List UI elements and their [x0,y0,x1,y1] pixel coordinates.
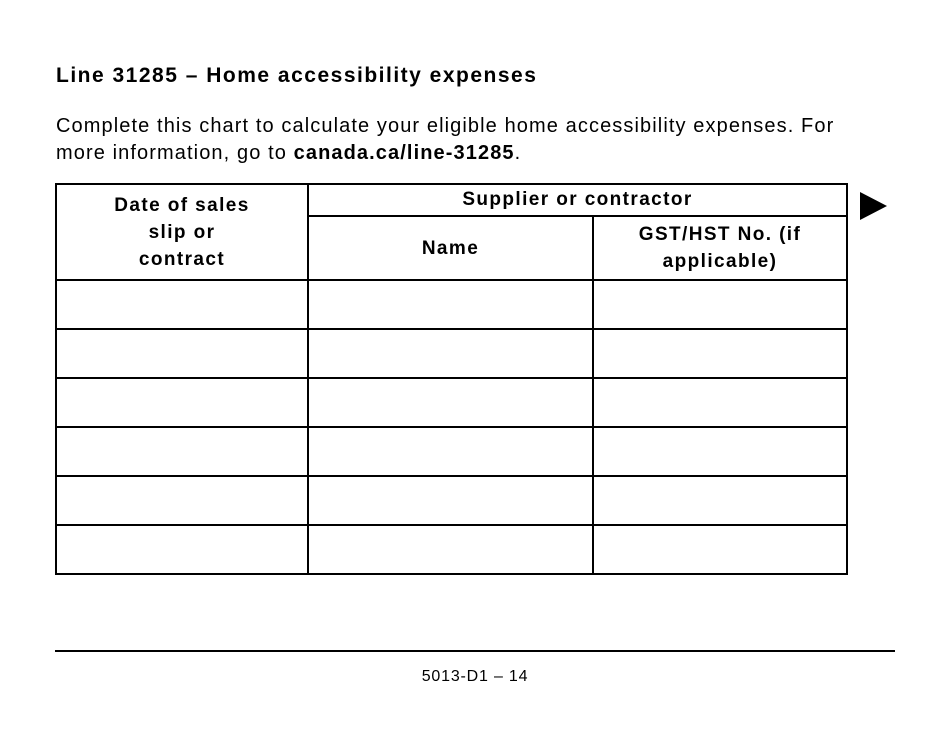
gst-cell[interactable] [593,378,847,427]
header-gst: GST/HST No. (if applicable) [593,216,847,280]
footer-divider [55,650,895,652]
date-cell[interactable] [56,427,308,476]
name-cell[interactable] [308,525,593,574]
gst-cell[interactable] [593,525,847,574]
date-cell[interactable] [56,476,308,525]
intro-paragraph [56,113,856,167]
date-cell[interactable] [56,280,308,329]
gst-cell[interactable] [593,476,847,525]
table-row [56,329,847,378]
header-supplier-group: Supplier or contractor [308,184,847,216]
header-date: Date of sales slip or contract [56,184,308,280]
name-cell[interactable] [308,476,593,525]
table-row [56,525,847,574]
gst-cell[interactable] [593,329,847,378]
expenses-chart [55,183,848,575]
name-cell[interactable] [308,329,593,378]
info-link[interactable]: canada.ca/line-31285 [293,142,515,164]
name-cell[interactable] [308,280,593,329]
date-cell[interactable] [56,525,308,574]
continue-arrow-icon [860,192,887,220]
header-name: Name [308,216,593,280]
table-row [56,427,847,476]
intro-text: Complete this chart to calculate your eligible home accessibility expenses. For more information, go to [56,115,835,164]
intro-period: . [514,142,522,164]
table-row [56,378,847,427]
date-cell[interactable] [56,378,308,427]
table-row [56,280,847,329]
page-title: Line 31285 – Home accessibility expenses [56,64,538,87]
gst-cell[interactable] [593,280,847,329]
name-cell[interactable] [308,427,593,476]
table-row [56,476,847,525]
page-footer: 5013-D1 – 14 [421,668,529,685]
gst-cell[interactable] [593,427,847,476]
name-cell[interactable] [308,378,593,427]
date-cell[interactable] [56,329,308,378]
